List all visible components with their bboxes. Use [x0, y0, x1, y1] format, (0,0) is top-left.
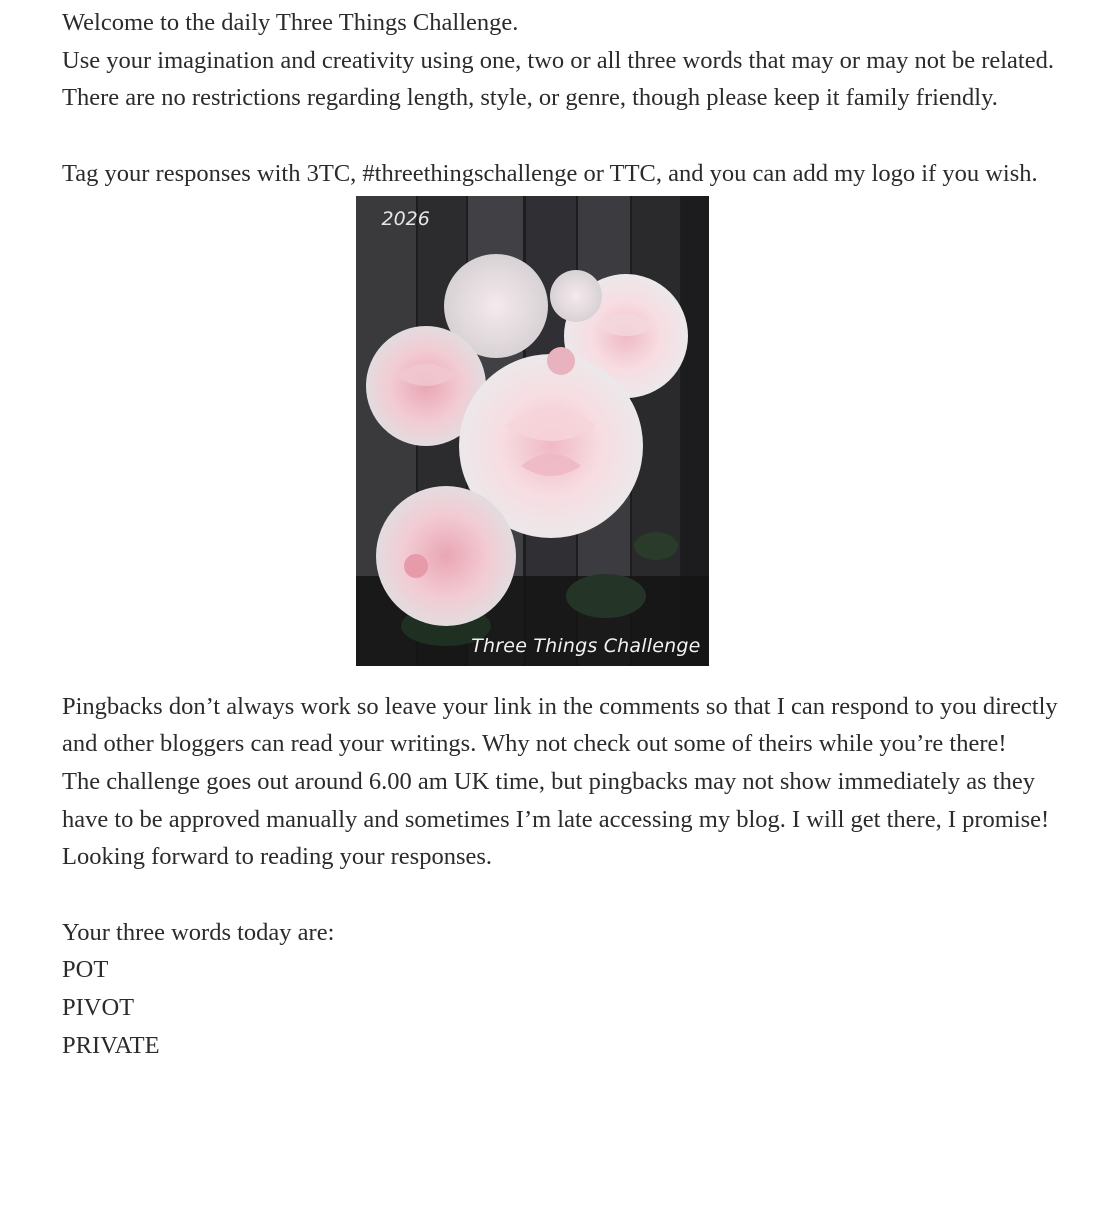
spacer [62, 876, 1072, 914]
spacer [62, 117, 1072, 155]
tag-paragraph: Tag your responses with 3TC, #threethingschallenge or TTC, and you can add my logo if you wish. [62, 159, 1038, 187]
challenge-logo [356, 196, 709, 666]
welcome-line: Welcome to the daily Three Things Challenge. [62, 9, 519, 36]
word-item: PIVOT [62, 994, 135, 1022]
word-item: POT [62, 956, 109, 984]
logo-container [62, 196, 1072, 666]
pingbacks-paragraph: Pingbacks don’t always work so leave your link in the comments so that I can respond to you directly and other bloggers can read your writings. Why not check out some of theirs while you’re there! [62, 692, 1058, 758]
post-content [62, 4, 1072, 1065]
words-heading: Your three words today are: [62, 918, 335, 946]
instructions-paragraph: Use your imagination and creativity using one, two or all three words that may or may not be related. There are no restrictions regarding length, style, or genre, though please keep it family friendly. [62, 46, 1054, 112]
closing-line: Looking forward to reading your responses. [62, 843, 493, 871]
logo-year: 2026 [381, 207, 430, 230]
timing-paragraph: The challenge goes out around 6.00 am UK time, but pingbacks may not show immediately as they have to be approved manually and sometimes I’m late accessing my blog. I will get there, I promise! [62, 767, 1050, 833]
logo-caption: Three Things Challenge [471, 634, 701, 657]
roses-illustration [356, 196, 709, 666]
word-item: PRIVATE [62, 1031, 160, 1059]
